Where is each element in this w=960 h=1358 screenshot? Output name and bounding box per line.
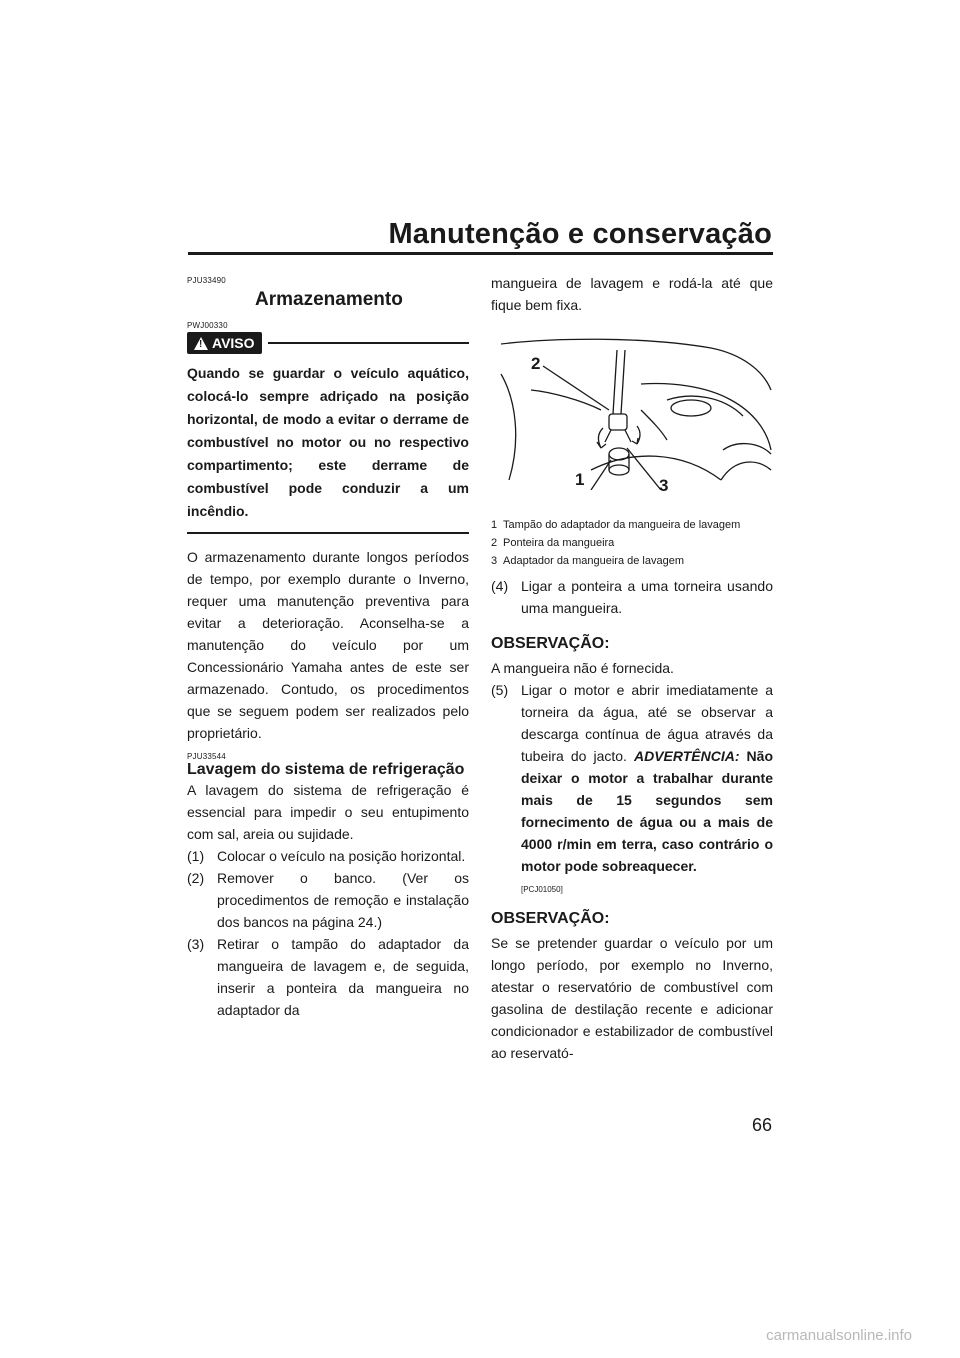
step-list (187, 845, 469, 1021)
observation-heading-2: OBSERVAÇÃO: (491, 910, 610, 927)
observation-heading: OBSERVAÇÃO: (491, 635, 610, 652)
step-item (187, 867, 469, 933)
step-item (491, 575, 773, 619)
step-number: (2) (187, 870, 205, 886)
subsection-code: PJU33544 (187, 752, 226, 761)
step-text: Ligar a ponteira a uma torneira usando uma mangueira. (521, 578, 773, 616)
caution-text: Não deixar o motor a trabalhar durante mais de 15 segundos sem fornecimento de água ou a mais de 4000 r/min em terra, caso contrário o motor pode sobreaquecer. (521, 748, 773, 874)
step-number: (1) (187, 848, 205, 864)
caution-label: ADVERTÊNCIA: (633, 748, 740, 764)
step-text: Retirar o tampão do adaptador da mangueira de lavagem e, de seguida, inserir a ponteira da mangueira no adaptador da (217, 936, 469, 1018)
figure-callout-2: 2 (531, 354, 541, 373)
subsection-intro: A lavagem do sistema de refrigeração é essencial para impedir o seu entupimento com sal, areia ou sujidade. (187, 782, 469, 842)
right-column (491, 272, 773, 1064)
step-item (187, 933, 469, 1021)
section-title: Armazenamento (255, 289, 403, 310)
watermark: carmanualsonline.info (766, 1327, 912, 1344)
legend-number: 3 (491, 555, 498, 567)
step-text (521, 679, 773, 877)
warning-end-rule (187, 532, 469, 534)
observation-text: A mangueira não é fornecida. (491, 660, 674, 676)
observation-text-2: Se se pretender guardar o veículo por um longo período, por exemplo no Inverno, atestar o reservatório de combustível com gasolina de destilação recente e adicionar condicionador e estabilizador de combustível ao reservató- (491, 935, 773, 1061)
warning-triangle-icon: ! (194, 337, 208, 350)
legend-text: Adaptador da mangueira de lavagem (503, 555, 685, 567)
legend-item (491, 554, 773, 569)
legend-text: Tampão do adaptador da mangueira de lavagem (503, 519, 741, 531)
step-number: (5) (491, 682, 509, 698)
step-number: (4) (491, 578, 509, 594)
warning-badge (187, 332, 262, 354)
caution-ref-code: [PCJ01050] (521, 885, 563, 894)
legend-number: 1 (491, 519, 498, 531)
step-item (491, 679, 773, 877)
figure-legend (491, 518, 773, 569)
legend-item (491, 536, 773, 551)
legend-number: 2 (491, 537, 498, 549)
step-item (187, 845, 469, 867)
warning-code: PWJ00330 (187, 321, 228, 330)
hose-adapter-figure (491, 330, 773, 495)
warning-label: AVISO (212, 335, 255, 351)
page-header-title: Manutenção e conservação (388, 218, 772, 250)
warning-rule (268, 342, 469, 344)
step-text: Remover o banco. (Ver os procedimentos de remoção e instalação dos bancos na página 24.) (217, 870, 469, 930)
intro-paragraph: O armazenamento durante longos períodos de tempo, por exemplo durante o Inverno, requer uma manutenção preventiva para evitar a deterioração. Aconselha-se a manutenção do veículo por um Concessionário Yamaha antes de este ser armazenado. Contudo, os procedimentos que se seguem podem ser realizados pelo proprietário. (187, 549, 469, 741)
legend-item (491, 518, 773, 533)
figure-callout-3: 3 (659, 476, 669, 495)
step-number: (3) (187, 936, 205, 952)
left-column (187, 270, 469, 1021)
page-number: 66 (751, 1115, 772, 1135)
legend-text: Ponteira da mangueira (503, 537, 615, 549)
warning-header (187, 332, 469, 354)
section-code: PJU33490 (187, 276, 226, 285)
figure-callout-1: 1 (575, 470, 585, 489)
step3-continuation: mangueira de lavagem e rodá-la até que fique bem fixa. (491, 275, 773, 313)
warning-text: Quando se guardar o veículo aquático, colocá-lo sempre adriçado na posição horizontal, de modo a evitar o derrame de combustível no motor ou no respectivo compartimento; este derrame de combustível pode conduzir a um incêndio. (187, 365, 469, 519)
subsection-heading: Lavagem do sistema de refrigeração (187, 761, 465, 778)
step-text: Colocar o veículo na posição horizontal. (217, 848, 466, 864)
header-rule (188, 252, 773, 255)
step5-text: Ligar o motor e abrir imediatamente a torneira da água, até se observar a descarga contínua de água através da tubeira do jacto. (521, 682, 773, 764)
